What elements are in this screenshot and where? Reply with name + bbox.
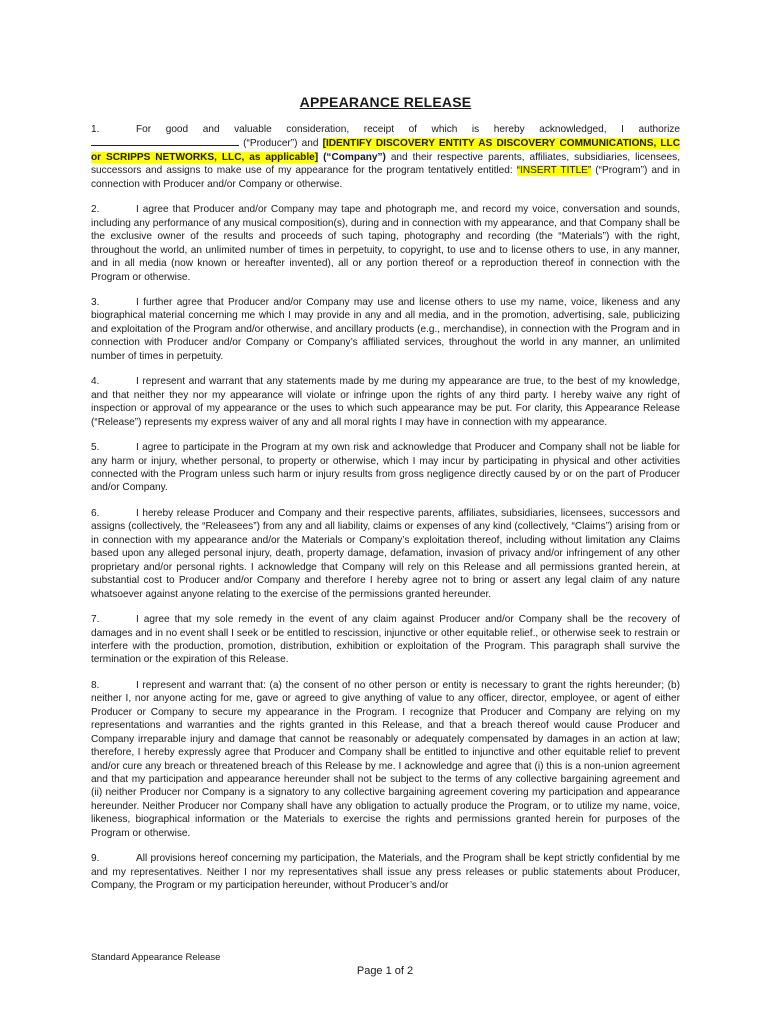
paragraph-5: [91, 441, 680, 495]
paragraph-number: 1.: [91, 124, 100, 135]
paragraph-text: and their respective parents, affiliates, subsidiaries, licensees, successors and assigns to make use of my appearance for the program tentatively entitled:: [91, 151, 681, 177]
title-placeholder-highlight: “INSERT TITLE”: [516, 165, 592, 177]
paragraph-8: [91, 679, 680, 840]
document-title: APPEARANCE RELEASE: [299, 94, 472, 110]
entity-placeholder-highlight: [IDENTIFY DISCOVERY ENTITY AS DISCOVERY COMMUNICATIONS, LLC or SCRIPPS NETWORKS, LLC, as applicable]: [91, 138, 680, 163]
paragraph-number: 4.: [91, 376, 100, 388]
company-defined-term: (“Company”): [318, 151, 386, 163]
paragraph-4: [91, 375, 680, 429]
paragraph-6: [91, 507, 680, 601]
paragraph-text: For good and valuable consideration, receipt of which is hereby acknowledged, I authorize: [136, 124, 680, 135]
footer-page-number: Page 1 of 2: [356, 965, 414, 977]
paragraph-text: I agree to participate in the Program at my own risk and acknowledge that Producer and Company shall not be liable for any harm or injury, whether personal, to property or otherwise, which I may incur by participating in physical and other activities connected with the Program unless such harm or injury results from gross negligence directly caused by or on the part of Producer and/or Company.: [91, 442, 680, 494]
paragraph-1: [91, 123, 680, 191]
paragraph-text: I represent and warrant that: (a) the consent of no other person or entity is necessary to grant the rights hereunder; (b) neither I, nor anyone acting for me, gave or agreed to give anything of value to any officer, director, employee, or agent of either Producer or Company to secure my appearance in the Program. I recognize that Producer and Company are relying on my representations and warranties and the rights granted in this Release, and that a breach thereof would cause Producer and Company irreparable injury and damage that cannot be reasonably or adequately compensated by damages in an action at law; therefore, I hereby expressly agree that Producer and Company shall be entitled to injunctive and other equitable relief to prevent and/or cure any breach or threatened breach of this Release by me. I acknowledge and agree that (i) this is a non-union agreement and that my participation and appearance hereunder shall not be subject to the terms of any collective bargaining agreement and (ii) neither Producer nor Company is a signatory to any collective bargaining agreement covering my participation and appearance hereunder. Neither Producer nor Company shall have any obligation to actually produce the Program, or to utilize my name, voice, likeness, biographical information or the Materials to exercise the rights and permissions granted herein for purposes of the Program or otherwise.: [91, 679, 680, 839]
paragraph-number: 9.: [91, 853, 100, 865]
paragraph-number: 7.: [91, 614, 100, 626]
paragraph-text: (“Producer”) and: [239, 138, 323, 150]
paragraph-text: I further agree that Producer and/or Company may use and license others to use my name, voice, likeness and any biographical material concerning me which I may provide in any and all media, and in the promotion, advertising, sale, publicizing and exploitation of the Program and/or otherwise, and ancillary products (e.g., merchandise), in connection with the Program and in connection with Producer and/or Company or Company’s affiliated services, throughout the world in any manner, an unlimited number of times in perpetuity.: [91, 296, 680, 362]
paragraph-7: [91, 613, 680, 667]
paragraph-2: [91, 203, 680, 284]
paragraph-text: (“Program”) and in connection with Producer and/or Company or otherwise.: [91, 165, 680, 190]
paragraph-number: 8.: [91, 679, 100, 691]
paragraph-text: I represent and warrant that any statements made by me during my appearance are true, to the best of my knowledge, and that neither they nor my appearance will violate or infringe upon the rights of any third party. I hereby waive any right of inspection or approval of my appearance or the uses to which such appearance may be put. For clarity, this Appearance Release (“Release”) represents my express waiver of any and all moral rights I may have in connection with my appearance.: [91, 376, 680, 428]
paragraph-text: All provisions hereof concerning my participation, the Materials, and the Program shall be kept strictly confidential by me and my representatives. Neither I nor my representatives shall issue any press releases or public statements about Producer, Company, the Program or my participation hereunder, without Producer’s and/or: [91, 853, 680, 892]
paragraph-3: [91, 296, 680, 363]
paragraph-number: 2.: [91, 204, 100, 216]
paragraph-number: 5.: [91, 442, 100, 454]
paragraph-text: I agree that Producer and/or Company may tape and photograph me, and record my voice, conversation and sounds, including any performance of any musical composition(s), during and in connection with my appearance, and that Company shall be the exclusive owner of the results and proceeds of such taping, photography and recording (the “Materials”) with the right, throughout the world, an unlimited number of times in perpetuity, to copyright, to use and to license others to use, in any manner, and in all media (now known or hereafter invented), all or any portion thereof or a reproduction thereof in connection with the Program or otherwise.: [91, 204, 680, 283]
paragraph-number: 3.: [91, 296, 100, 308]
producer-blank-line: [91, 136, 239, 146]
document-body: [91, 94, 680, 893]
footer-document-name: Standard Appearance Release: [91, 952, 221, 963]
paragraph-text: I hereby release Producer and Company and their respective parents, affiliates, subsidiaries, licensees, successors and assigns (collectively, the “Releasees”) from any and all liability, claims or expenses of any kind (collectively, “Claims”) arising from or in connection with my appearance and/or the Materials or Company’s exploitation thereof, including without limitation any Claims based upon any alleged personal injury, death, property damage, defamation, invasion of privacy and/or infringement of any other proprietary and/or personal rights. I acknowledge that Company will rely on this Release and all permissions granted herein, at substantial cost to Producer and/or Company and therefore I hereby agree not to bring or assert any legal claim of any nature whatsoever against anyone relating to the exercise of the permissions granted hereunder.: [91, 507, 680, 600]
paragraph-9: [91, 852, 680, 892]
paragraph-number: 6.: [91, 507, 100, 519]
paragraph-text: I agree that my sole remedy in the event of any claim against Producer and/or Company shall be the recovery of damages and in no event shall I seek or be entitled to rescission, injunctive or other equitable relief., or otherwise seek to restrain or interfere with the production, promotion, distribution, exhibition or exploitation of the Program. This paragraph shall survive the termination or the expiration of this Release.: [91, 614, 680, 666]
